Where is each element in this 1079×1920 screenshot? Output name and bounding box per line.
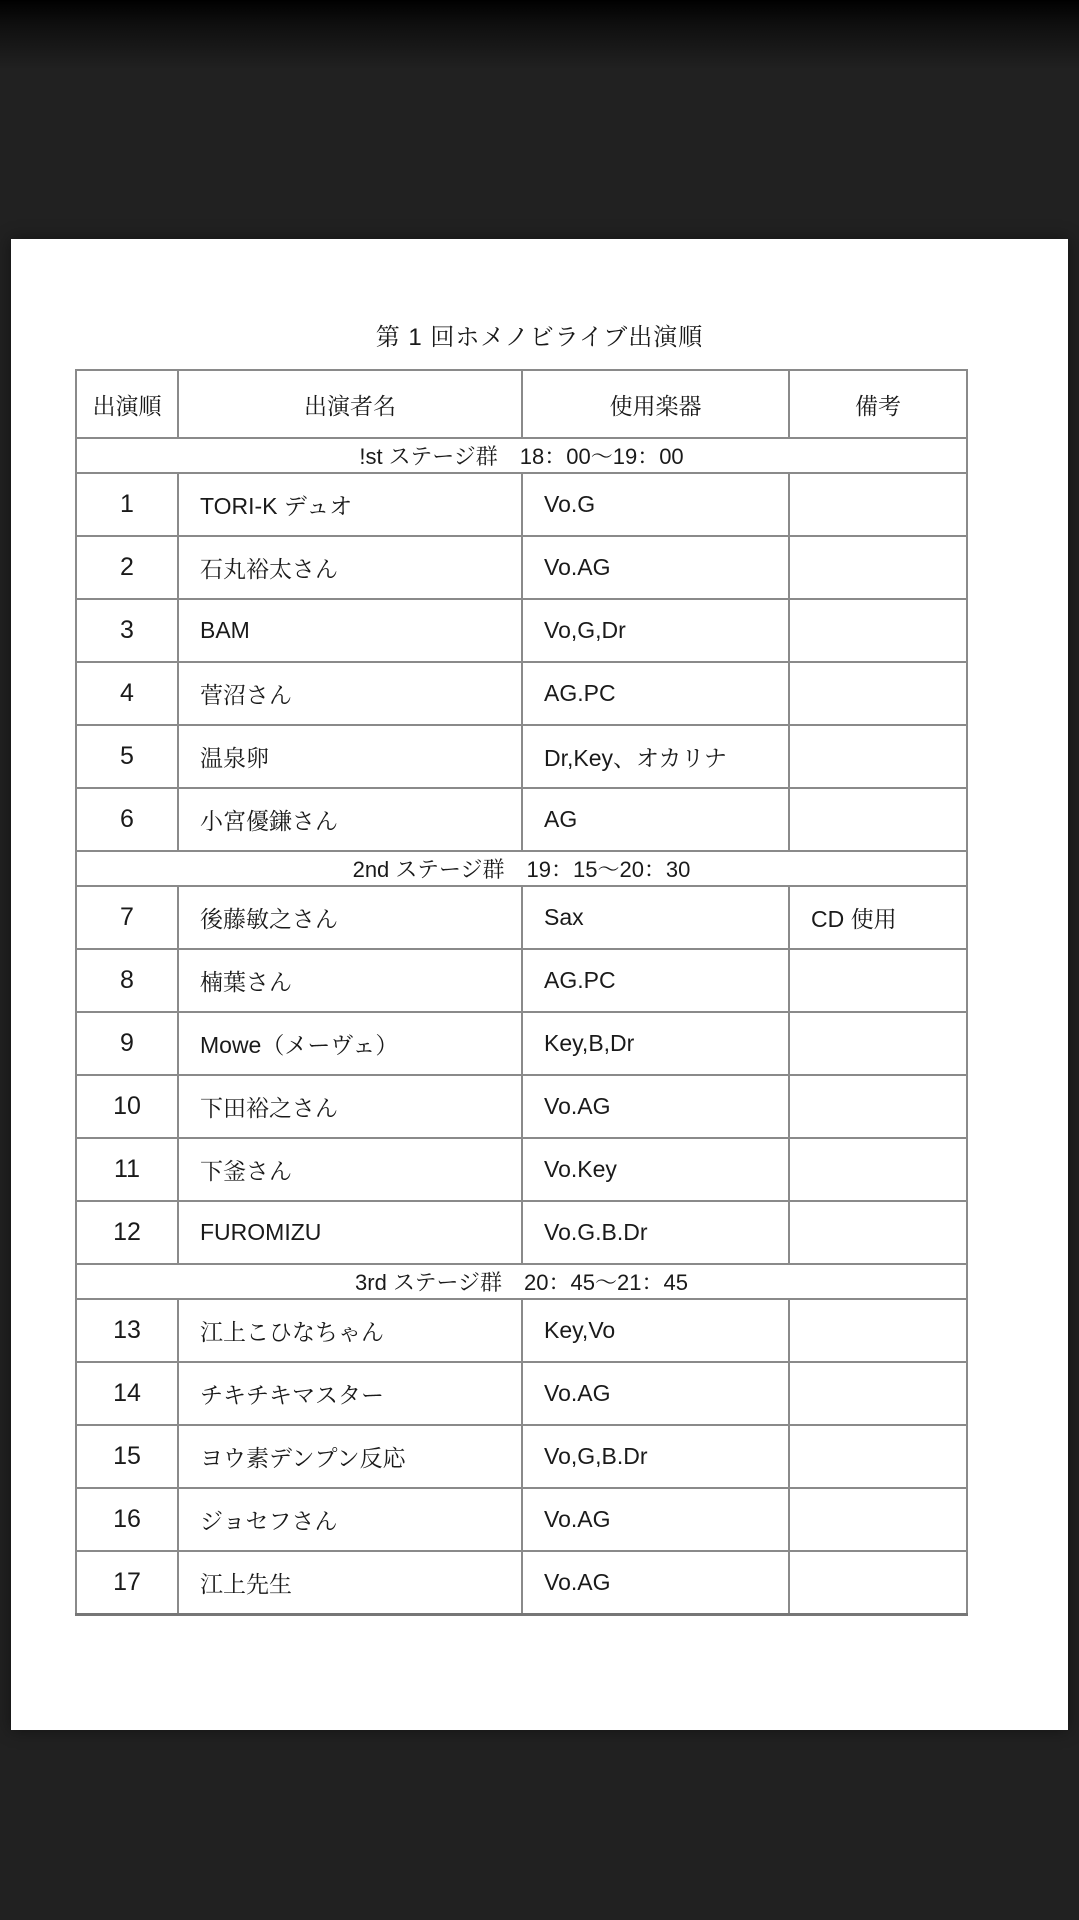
notes-cell — [789, 662, 967, 725]
performer-row — [76, 1362, 967, 1425]
performer-name-cell: 温泉卵 — [178, 725, 522, 788]
header-notes: 備考 — [789, 370, 967, 438]
order-cell: 13 — [76, 1299, 178, 1362]
stage-section-row — [76, 851, 967, 886]
order-cell: 15 — [76, 1425, 178, 1488]
performer-row — [76, 599, 967, 662]
notes-cell — [789, 1012, 967, 1075]
notes-cell — [789, 788, 967, 851]
order-cell: 11 — [76, 1138, 178, 1201]
notes-cell — [789, 1425, 967, 1488]
performer-name-cell: 江上こひなちゃん — [178, 1299, 522, 1362]
table-body — [76, 438, 967, 1614]
order-cell: 8 — [76, 949, 178, 1012]
performer-row — [76, 949, 967, 1012]
instruments-cell: AG.PC — [522, 949, 789, 1012]
performer-name-cell: 楠葉さん — [178, 949, 522, 1012]
header-order: 出演順 — [76, 370, 178, 438]
order-cell: 14 — [76, 1362, 178, 1425]
performer-name-cell: Mowe（メーヴェ） — [178, 1012, 522, 1075]
performer-name-cell: 下田裕之さん — [178, 1075, 522, 1138]
performer-row — [76, 1488, 967, 1551]
order-cell: 9 — [76, 1012, 178, 1075]
order-cell: 17 — [76, 1551, 178, 1614]
performer-row — [76, 886, 967, 949]
instruments-cell: Vo,G,B.Dr — [522, 1425, 789, 1488]
performer-name-cell: BAM — [178, 599, 522, 662]
order-cell: 1 — [76, 473, 178, 536]
performer-name-cell: チキチキマスター — [178, 1362, 522, 1425]
performer-name-cell: 小宮優鎌さん — [178, 788, 522, 851]
stage-section-label: 2nd ステージ群 19：15～20：30 — [76, 851, 967, 886]
stage-section-row — [76, 438, 967, 473]
instruments-cell: Vo.AG — [522, 1488, 789, 1551]
performer-name-cell: ヨウ素デンプン反応 — [178, 1425, 522, 1488]
performer-name-cell: 後藤敏之さん — [178, 886, 522, 949]
performer-row — [76, 536, 967, 599]
notes-cell — [789, 1299, 967, 1362]
notes-cell — [789, 1075, 967, 1138]
performer-row — [76, 788, 967, 851]
stage-section-label: !st ステージ群 18：00～19：00 — [76, 438, 967, 473]
instruments-cell: Vo.G.B.Dr — [522, 1201, 789, 1264]
performer-name-cell: 菅沼さん — [178, 662, 522, 725]
instruments-cell: Vo,G,Dr — [522, 599, 789, 662]
performer-row — [76, 1201, 967, 1264]
notes-cell — [789, 1551, 967, 1614]
performer-row — [76, 662, 967, 725]
performer-row — [76, 1299, 967, 1362]
order-cell: 6 — [76, 788, 178, 851]
performer-row — [76, 725, 967, 788]
order-cell: 4 — [76, 662, 178, 725]
performer-row — [76, 1551, 967, 1614]
document-page — [11, 239, 1068, 1730]
performer-name-cell: TORI-K デュオ — [178, 473, 522, 536]
header-instruments: 使用楽器 — [522, 370, 789, 438]
order-cell: 5 — [76, 725, 178, 788]
stage-section-label: 3rd ステージ群 20：45～21：45 — [76, 1264, 967, 1299]
performer-row — [76, 473, 967, 536]
notes-cell — [789, 1488, 967, 1551]
performer-name-cell: ジョセフさん — [178, 1488, 522, 1551]
performer-name-cell: 江上先生 — [178, 1551, 522, 1614]
instruments-cell: Key,B,Dr — [522, 1012, 789, 1075]
notes-cell — [789, 473, 967, 536]
instruments-cell: Sax — [522, 886, 789, 949]
instruments-cell: Vo.Key — [522, 1138, 789, 1201]
instruments-cell: Vo.AG — [522, 536, 789, 599]
instruments-cell: Vo.AG — [522, 1075, 789, 1138]
order-cell: 7 — [76, 886, 178, 949]
order-cell: 10 — [76, 1075, 178, 1138]
table-header-row — [76, 370, 967, 438]
instruments-cell: Vo.AG — [522, 1362, 789, 1425]
header-performer-name: 出演者名 — [178, 370, 522, 438]
performer-name-cell: 下釜さん — [178, 1138, 522, 1201]
instruments-cell: AG — [522, 788, 789, 851]
notes-cell — [789, 1362, 967, 1425]
notes-cell — [789, 599, 967, 662]
order-cell: 12 — [76, 1201, 178, 1264]
top-shade — [0, 0, 1079, 70]
performer-row — [76, 1138, 967, 1201]
performer-name-cell: FUROMIZU — [178, 1201, 522, 1264]
order-cell: 2 — [76, 536, 178, 599]
performer-name-cell: 石丸裕太さん — [178, 536, 522, 599]
instruments-cell: Vo.AG — [522, 1551, 789, 1614]
performance-order-table — [75, 369, 968, 1616]
notes-cell — [789, 725, 967, 788]
notes-cell: CD 使用 — [789, 886, 967, 949]
performer-row — [76, 1425, 967, 1488]
instruments-cell: Vo.G — [522, 473, 789, 536]
instruments-cell: Key,Vo — [522, 1299, 789, 1362]
notes-cell — [789, 1138, 967, 1201]
performer-row — [76, 1075, 967, 1138]
notes-cell — [789, 536, 967, 599]
performer-row — [76, 1012, 967, 1075]
notes-cell — [789, 1201, 967, 1264]
order-cell: 3 — [76, 599, 178, 662]
notes-cell — [789, 949, 967, 1012]
instruments-cell: AG.PC — [522, 662, 789, 725]
document-title: 第 1 回ホメノビライブ出演順 — [375, 324, 704, 351]
stage-section-row — [76, 1264, 967, 1299]
instruments-cell: Dr,Key、オカリナ — [522, 725, 789, 788]
order-cell: 16 — [76, 1488, 178, 1551]
